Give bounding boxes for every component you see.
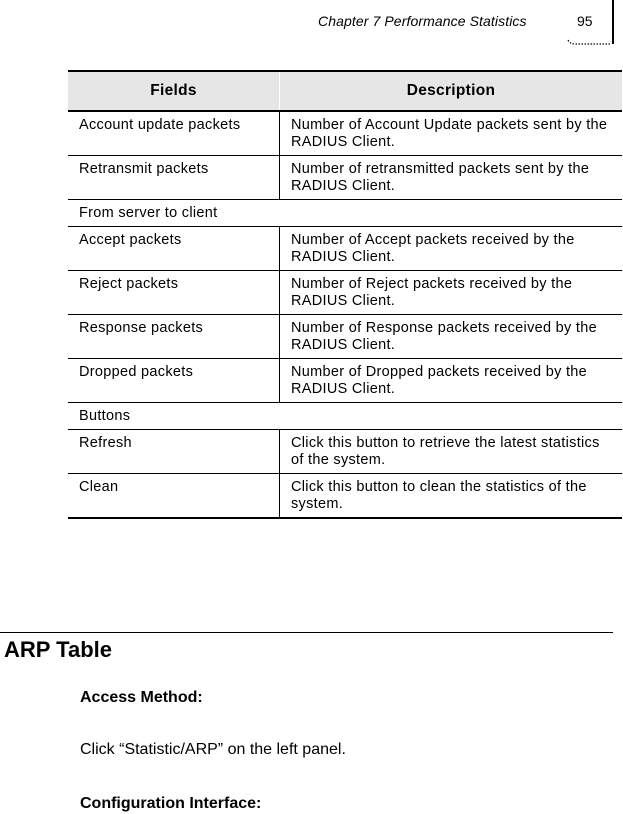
section-divider <box>0 632 613 633</box>
table-row <box>68 111 622 156</box>
description-cell: Number of Reject packets received by the RADIUS Client. <box>280 271 623 315</box>
section-title: ARP Table <box>4 637 112 662</box>
description-cell: Number of Dropped packets received by the RADIUS Client. <box>280 359 623 403</box>
header-fields: Fields <box>68 71 280 111</box>
field-cell: Clean <box>68 474 280 519</box>
description-cell: Click this button to clean the statistics of the system. <box>280 474 623 519</box>
field-cell: Account update packets <box>68 111 280 156</box>
field-cell: Dropped packets <box>68 359 280 403</box>
header-rule <box>612 0 614 44</box>
section-label: Buttons <box>68 403 622 430</box>
table-section-row <box>68 403 622 430</box>
description-cell: Number of Accept packets received by the RADIUS Client. <box>280 227 623 271</box>
table-row <box>68 156 622 200</box>
field-cell: Response packets <box>68 315 280 359</box>
description-cell: Number of Response packets received by the RADIUS Client. <box>280 315 623 359</box>
page-number: 95 <box>577 13 593 29</box>
description-cell: Click this button to retrieve the latest statistics of the system. <box>280 430 623 474</box>
table-row <box>68 430 622 474</box>
section-label: From server to client <box>68 200 622 227</box>
access-method-heading: Access Method: <box>80 689 203 706</box>
header-dotted-curve <box>567 39 611 45</box>
table-section-row <box>68 200 622 227</box>
header-description: Description <box>280 71 623 111</box>
description-cell: Number of retransmitted packets sent by the RADIUS Client. <box>280 156 623 200</box>
table-row <box>68 474 622 519</box>
field-cell: Refresh <box>68 430 280 474</box>
table-row <box>68 315 622 359</box>
access-method-text: Click “Statistic/ARP” on the left panel. <box>80 741 346 758</box>
table-row <box>68 227 622 271</box>
table-header-row <box>68 71 622 111</box>
field-cell: Retransmit packets <box>68 156 280 200</box>
description-cell: Number of Account Update packets sent by the RADIUS Client. <box>280 111 623 156</box>
fields-table <box>68 70 622 519</box>
chapter-title: Chapter 7 Performance Statistics <box>318 13 527 29</box>
table-row <box>68 359 622 403</box>
configuration-interface-heading: Configuration Interface: <box>80 795 262 812</box>
field-cell: Reject packets <box>68 271 280 315</box>
table-row <box>68 271 622 315</box>
field-cell: Accept packets <box>68 227 280 271</box>
